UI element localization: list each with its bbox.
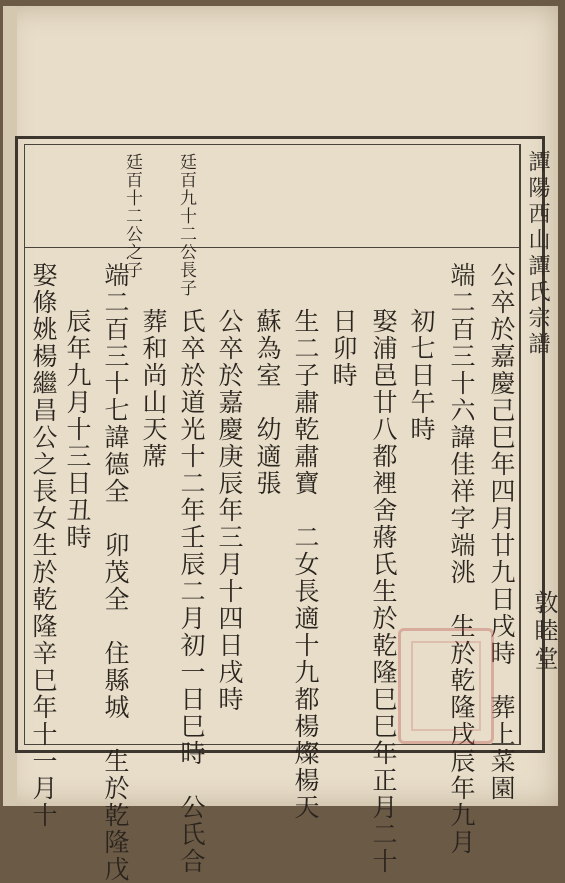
text-column: 氏卒於道光十二年壬辰二月初一日巳時 公氏合 [177, 308, 206, 875]
text-column: 端二百三十六諱佳祥字端洮 生於乾隆戌辰年九月 [447, 262, 476, 856]
red-seal-stamp [398, 628, 494, 744]
text-column: 日卯時 [329, 308, 358, 389]
hall-name: 敦睦堂 [530, 590, 558, 674]
text-column: 初七日午時 [407, 308, 436, 443]
text-column: 生二子肅乾肅寶 二女長適十九都楊燦楊天 [291, 308, 320, 821]
text-column: 端二百三十七諱德全 卯茂全 住縣城 生於乾隆戊 [101, 262, 130, 883]
text-column: 葬和尚山天蓆 [139, 308, 168, 470]
text-column: 公卒於嘉慶庚辰年三月十四日戌時 [215, 308, 244, 713]
text-column: 公卒於嘉慶己巳年四月廿九日戌時 葬上菜園 [487, 262, 516, 802]
text-column: 娶浦邑廿八都裡舍蔣氏生於乾隆巳巳年正月二十 [369, 308, 398, 875]
header-note: 廷百十二公之子 [122, 153, 142, 279]
running-title: 譚陽西山譚氏宗譜 [525, 150, 550, 358]
header-rule [24, 247, 520, 248]
header-note: 廷百九十二公長子 [176, 153, 196, 297]
text-column: 蘇為室 幼適張 [253, 308, 282, 497]
text-column: 辰年九月十三日丑時 [63, 308, 92, 551]
text-column: 娶條姚楊繼昌公之長女生於乾隆辛巳年十一月十 [29, 262, 58, 829]
